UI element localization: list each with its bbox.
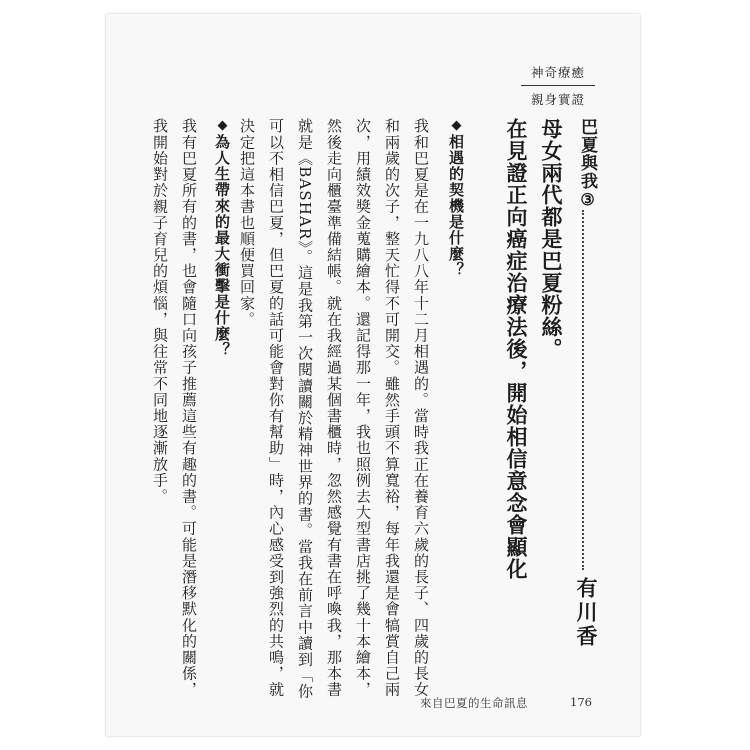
- body-line: 我有巴夏所有的書，也會隨口向孩子推薦這些有趣的書。可能是潛移默化的關係，: [180, 118, 198, 698]
- body-line: 我開始對於親子育兒的煩惱，與往常不同地逐漸放手。: [151, 118, 169, 505]
- body-line: 然後走向櫃臺準備結帳。就在我經過某個書櫃時，忽然感覺有書在呼喚我，那本書: [325, 118, 343, 698]
- body-line: 決定把這本書也順便買回家。: [238, 118, 256, 328]
- section-heading-1-text: 相遇的契機是什麼？: [447, 134, 465, 278]
- page-number: 176: [570, 695, 592, 709]
- header-line-1: 神奇療癒: [521, 63, 595, 86]
- footer-book-title: 來自巴夏的生命訊息: [420, 696, 528, 710]
- section-heading-2: [212, 118, 233, 358]
- diamond-bullet-icon: ◆: [449, 118, 464, 134]
- diamond-bullet-icon: ◆: [215, 118, 230, 134]
- header-line-2: 親身實證: [530, 92, 585, 107]
- series-label: [575, 118, 600, 210]
- series-name: 巴夏與我: [577, 118, 597, 190]
- article-title-line-1: 母女兩代都是巴夏粉絲。: [539, 118, 564, 360]
- body-line: 就是《BASHAR》。這是我第一次閱讀關於精神世界的書。當我在前言中讀到「你: [296, 118, 314, 700]
- body-line: 我和巴夏是在一九八八年十二月相遇的。當時我正在養育六歲的長子、四歲的長女: [412, 118, 430, 698]
- series-number: ③: [578, 190, 597, 210]
- body-line: 和兩歲的次子，整天忙得不可開交。雖然手頭不算寬裕，每年我還是會犒賞自己兩: [383, 118, 401, 698]
- section-heading-1: [446, 118, 467, 278]
- body-line: 次，用績效獎金蒐購繪本。還記得那一年，我也照例去大型書店挑了幾十本繪本，: [354, 118, 372, 698]
- article-title-line-2: 在見證正向癌症治療法後，開始相信意念會顯化: [504, 118, 529, 580]
- body-line: 可以不相信巴夏，但巴夏的話可能會對你有幫助」時，內心感受到強烈的共鳴，就: [267, 118, 285, 698]
- section-heading-2-text: 為人生帶來的最大衝擊是什麼？: [213, 134, 231, 358]
- author-name: 有川香: [574, 577, 599, 649]
- section-header: [521, 63, 595, 108]
- dotted-leader: [582, 210, 584, 570]
